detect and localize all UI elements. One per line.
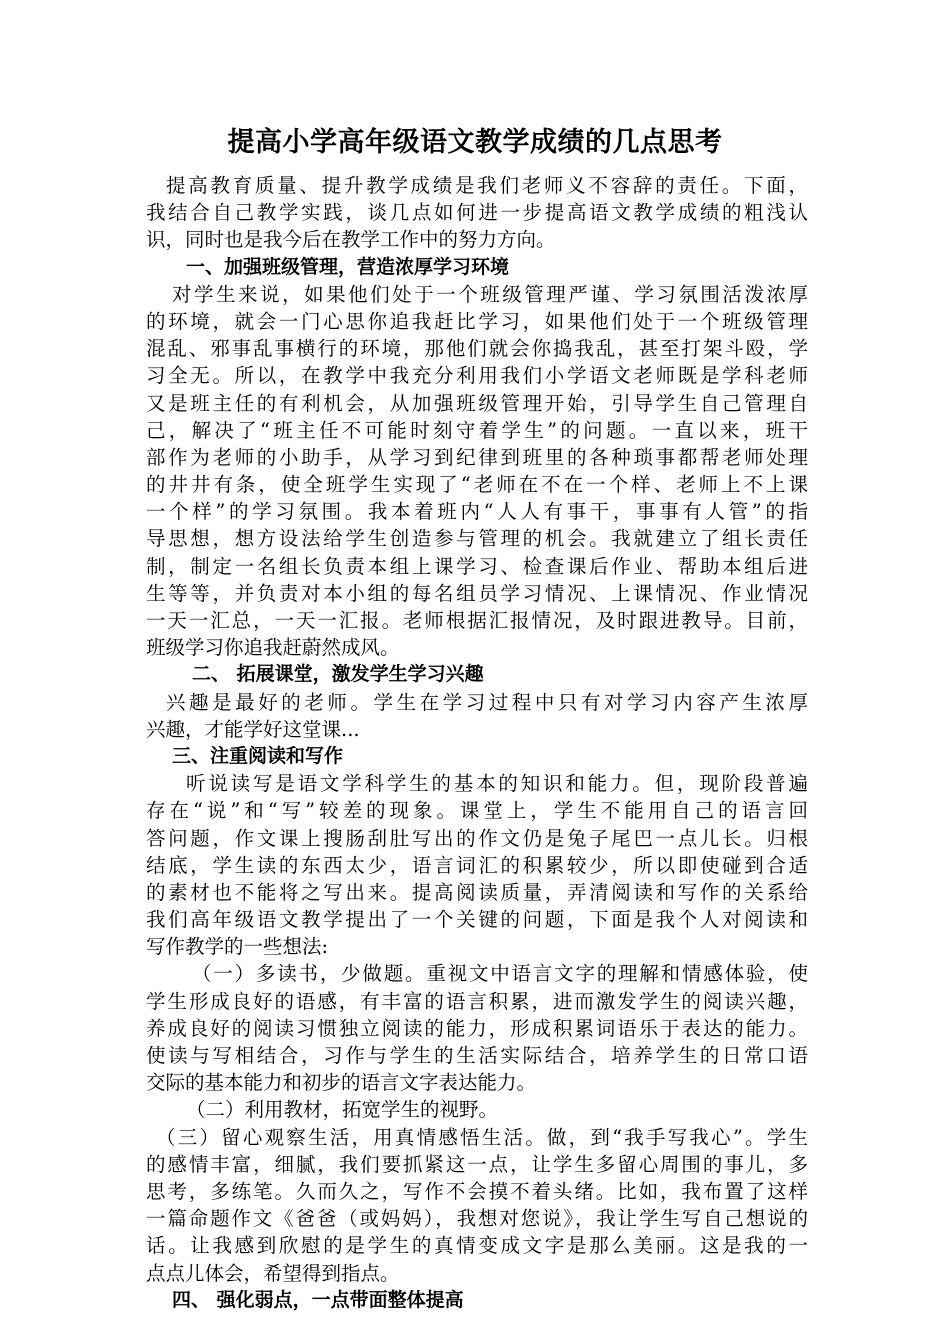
paragraph-line: 习全无。所以，在教学中我充分利用我们小学语文老师既是学科老师 — [146, 364, 808, 388]
paragraph-line: 存在“说”和“写”较差的现象。课堂上，学生不能用自己的语言回 — [146, 799, 808, 823]
section-heading: 二、 拓展课堂，激发学生学习兴趣 — [192, 663, 484, 686]
document-body — [146, 172, 808, 1314]
paragraph-line: 又是班主任的有利机会，从加强班级管理开始，引导学生自己管理自 — [146, 391, 808, 415]
paragraph-line: 的环境，就会一门心思你追我赶比学习，如果他们处于一个班级管理 — [146, 309, 808, 333]
paragraph-line: 导思想，想方设法给学生创造参与管理的机会。我就建立了组长责任 — [146, 527, 808, 551]
paragraph-line: 我们高年级语文教学提出了一个关键的问题，下面是我个人对阅读和 — [146, 908, 808, 932]
paragraph-line: 对学生来说，如果他们处于一个班级管理严谨、学习氛围活泼浓厚 — [172, 282, 808, 306]
document-title: 提高小学高年级语文教学成绩的几点思考 — [227, 127, 723, 158]
paragraph-line: 提高教育质量、提升教学成绩是我们老师义不容辞的责任。下面， — [166, 174, 808, 197]
paragraph-line: 一天一汇总，一天一汇报。老师根据汇报情况，及时跟进教导。目前， — [146, 609, 808, 632]
paragraph-line: 的素材也不能将之写出来。提高阅读质量，弄清阅读和写作的关系给 — [146, 880, 808, 904]
paragraph-line: 学生形成良好的语感，有丰富的语言积累，进而激发学生的阅读兴趣， — [146, 989, 808, 1013]
paragraph-line: 混乱、邪事乱事横行的环境，那他们就会你捣我乱，甚至打架斗殴，学 — [146, 337, 808, 361]
paragraph-line: 使读与写相结合，习作与学生的生活实际结合，培养学生的日常口语 — [146, 1044, 808, 1067]
paragraph-line: 养成良好的阅读习惯独立阅读的能力，形成积累词语乐于表达的能力。 — [146, 1016, 808, 1040]
paragraph-line: 部作为老师的小助手，从学习到纪律到班里的各种琐事都帮老师处理 — [146, 445, 808, 469]
paragraph-line: 写作教学的一些想法: — [146, 935, 329, 959]
paragraph-line: 的井井有条，使全班学生实现了“老师在不在一个样、老师上不上课 — [146, 473, 808, 497]
paragraph-line: 我结合自己教学实践，谈几点如何进一步提高语文教学成绩的粗浅认 — [146, 201, 808, 225]
paragraph-line: 班级学习你追我赶蔚然成风。 — [146, 636, 400, 660]
paragraph-line: 兴趣，才能学好这堂课... — [146, 717, 360, 741]
paragraph-line: 生等等，并负责对本小组的每名组员学习情况、上课情况、作业情况 — [146, 581, 808, 605]
paragraph-line: 思考，多练笔。久而久之，写作不会摸不着头绪。比如，我布置了这样 — [146, 1179, 808, 1203]
paragraph-line: 的感情丰富，细腻，我们要抓紧这一点，让学生多留心周围的事儿，多 — [146, 1152, 808, 1176]
paragraph-line: 点点儿体会，希望得到指点。 — [146, 1261, 400, 1285]
paragraph-line: 制，制定一名组长负责本组上课学习、检查课后作业、帮助本组后进 — [146, 554, 808, 578]
paragraph-line: 答问题，作文课上搜肠刮肚写出的作文仍是兔子尾巴一点儿长。归根 — [146, 826, 808, 850]
paragraph-line: 一篇命题作文《爸爸（或妈妈），我想对您说》，我让学生写自己想说的 — [146, 1207, 808, 1231]
section-heading: 三、注重阅读和写作 — [172, 744, 344, 767]
paragraph-line: 兴趣是最好的老师。学生在学习过程中只有对学习内容产生浓厚 — [166, 690, 808, 714]
paragraph-line: 己，解决了“班主任不可能时刻守着学生”的问题。一直以来，班干 — [146, 418, 808, 442]
paragraph-line: 一个样”的学习氛围。我本着班内“人人有事干，事事有人管”的指 — [146, 500, 808, 524]
section-heading: 四、 强化弱点，一点带面整体提高 — [172, 1288, 464, 1311]
paragraph-line: 识，同时也是我今后在教学工作中的努力方向。 — [146, 228, 556, 252]
paragraph-line: 听说读写是语文学科学生的基本的知识和能力。但，现阶段普遍 — [186, 772, 808, 796]
paragraph-line: （一）多读书，少做题。重视文中语言文字的理解和情感体验，使 — [192, 962, 808, 986]
paragraph-line: 话。让我感到欣慰的是学生的真情变成文字是那么美丽。这是我的一 — [146, 1234, 808, 1258]
paragraph-line: 交际的基本能力和初步的语言文字表达能力。 — [146, 1071, 537, 1095]
paragraph-line: 结底，学生读的东西太少，语言词汇的积累较少，所以即使碰到合适 — [146, 853, 808, 877]
paragraph-line: （三）留心观察生活，用真情感悟生活。做，到“我手写我心”。学生 — [156, 1125, 808, 1149]
paragraph-line: （二）利用教材，拓宽学生的视野。 — [186, 1098, 499, 1122]
section-heading: 一、加强班级管理，营造浓厚学习环境 — [186, 255, 510, 278]
